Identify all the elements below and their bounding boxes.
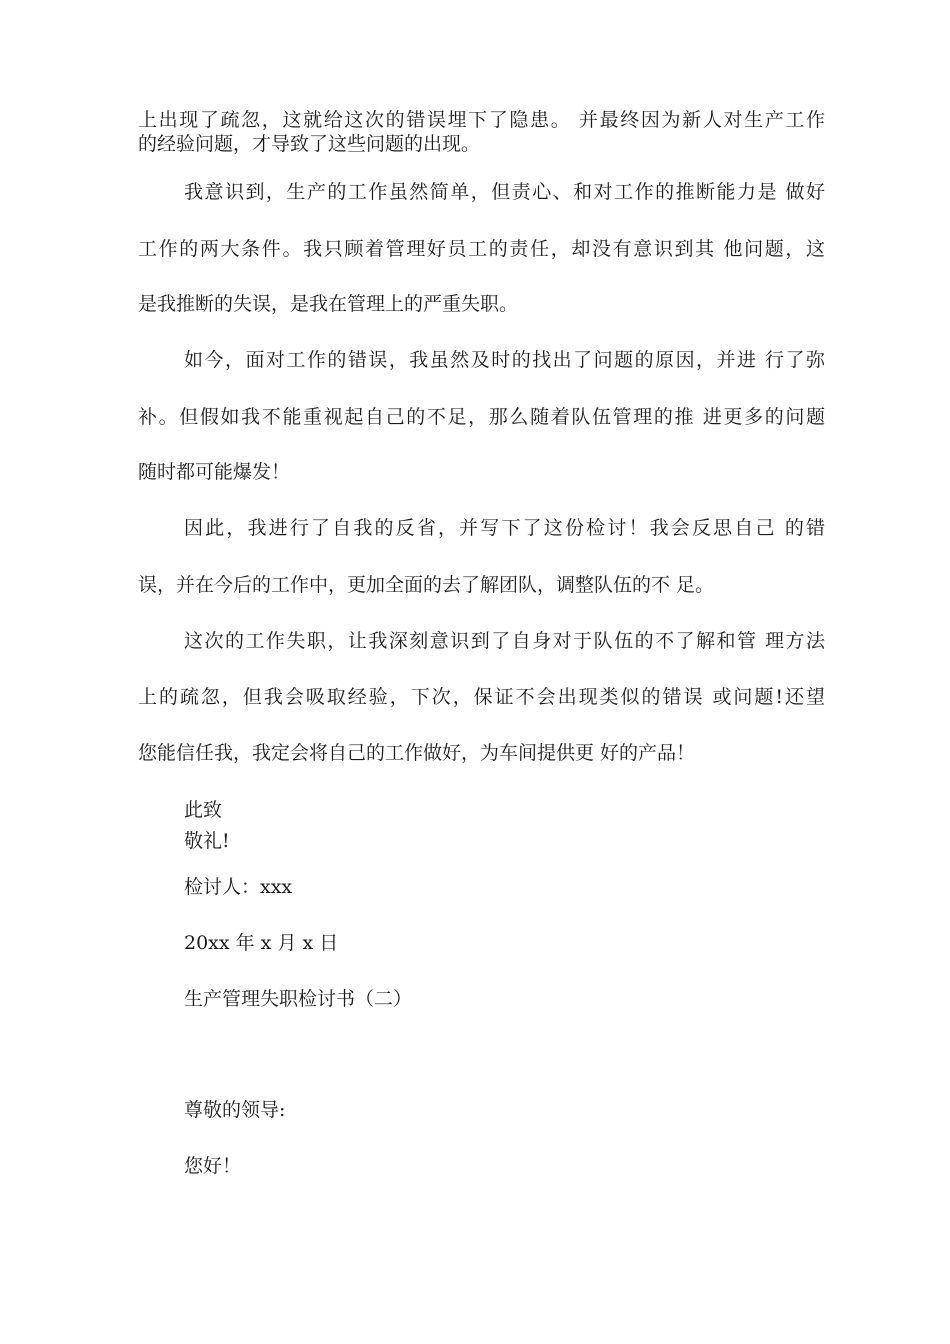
text-line: 因此，我进行了自我的反省，并写下了这份检讨！我会反思自己 的错 xyxy=(184,517,825,539)
next-letter-title: 生产管理失职检讨书（二） xyxy=(184,988,413,1010)
greeting-line: 尊敬的领导: xyxy=(184,1099,286,1121)
hello-line: 您好！ xyxy=(184,1155,242,1177)
signer-line: 检讨人：xxx xyxy=(184,876,293,898)
salute-line: 敬礼! xyxy=(184,830,230,852)
text-line: 是我推断的失误，是我在管理上的严重失职。 xyxy=(138,293,519,315)
closing-line: 此致 xyxy=(184,799,223,821)
text-line: 补。但假如我不能重视起自己的不足，那么随着队伍管理的推 进更多的问题 xyxy=(138,406,825,428)
text-line: 这次的工作失职，让我深刻意识到了自身对于队伍的不了解和管 理方法 xyxy=(184,630,825,652)
text-line: 上出现了疏忽，这就给这次的错误埋下了隐患。 并最终因为新人对生产工作 xyxy=(138,109,825,131)
text-line: 我意识到，生产的工作虽然简单，但责心、和对工作的推断能力是 做好 xyxy=(184,181,825,203)
text-line: 如今，面对工作的错误，我虽然及时的找出了问题的原因，并进 行了弥 xyxy=(184,349,825,371)
text-line: 工作的两大条件。我只顾着管理好员工的责任，却没有意识到其 他问题，这 xyxy=(138,238,825,260)
text-line: 误，并在今后的工作中，更加全面的去了解团队，调整队伍的不 足。 xyxy=(138,574,715,596)
text-line: 随时都可能爆发！ xyxy=(138,461,291,483)
text-line: 您能信任我，我定会将自己的工作做好，为车间提供更 好的产品！ xyxy=(138,742,696,764)
date-line: 20xx 年 x 月 x 日 xyxy=(184,932,339,954)
text-line: 上的疏忽，但我会吸取经验，下次，保证不会出现类似的错误 或问题!还望 xyxy=(138,686,825,708)
text-line: 的经验问题，才导致了这些问题的出现。 xyxy=(138,133,481,155)
